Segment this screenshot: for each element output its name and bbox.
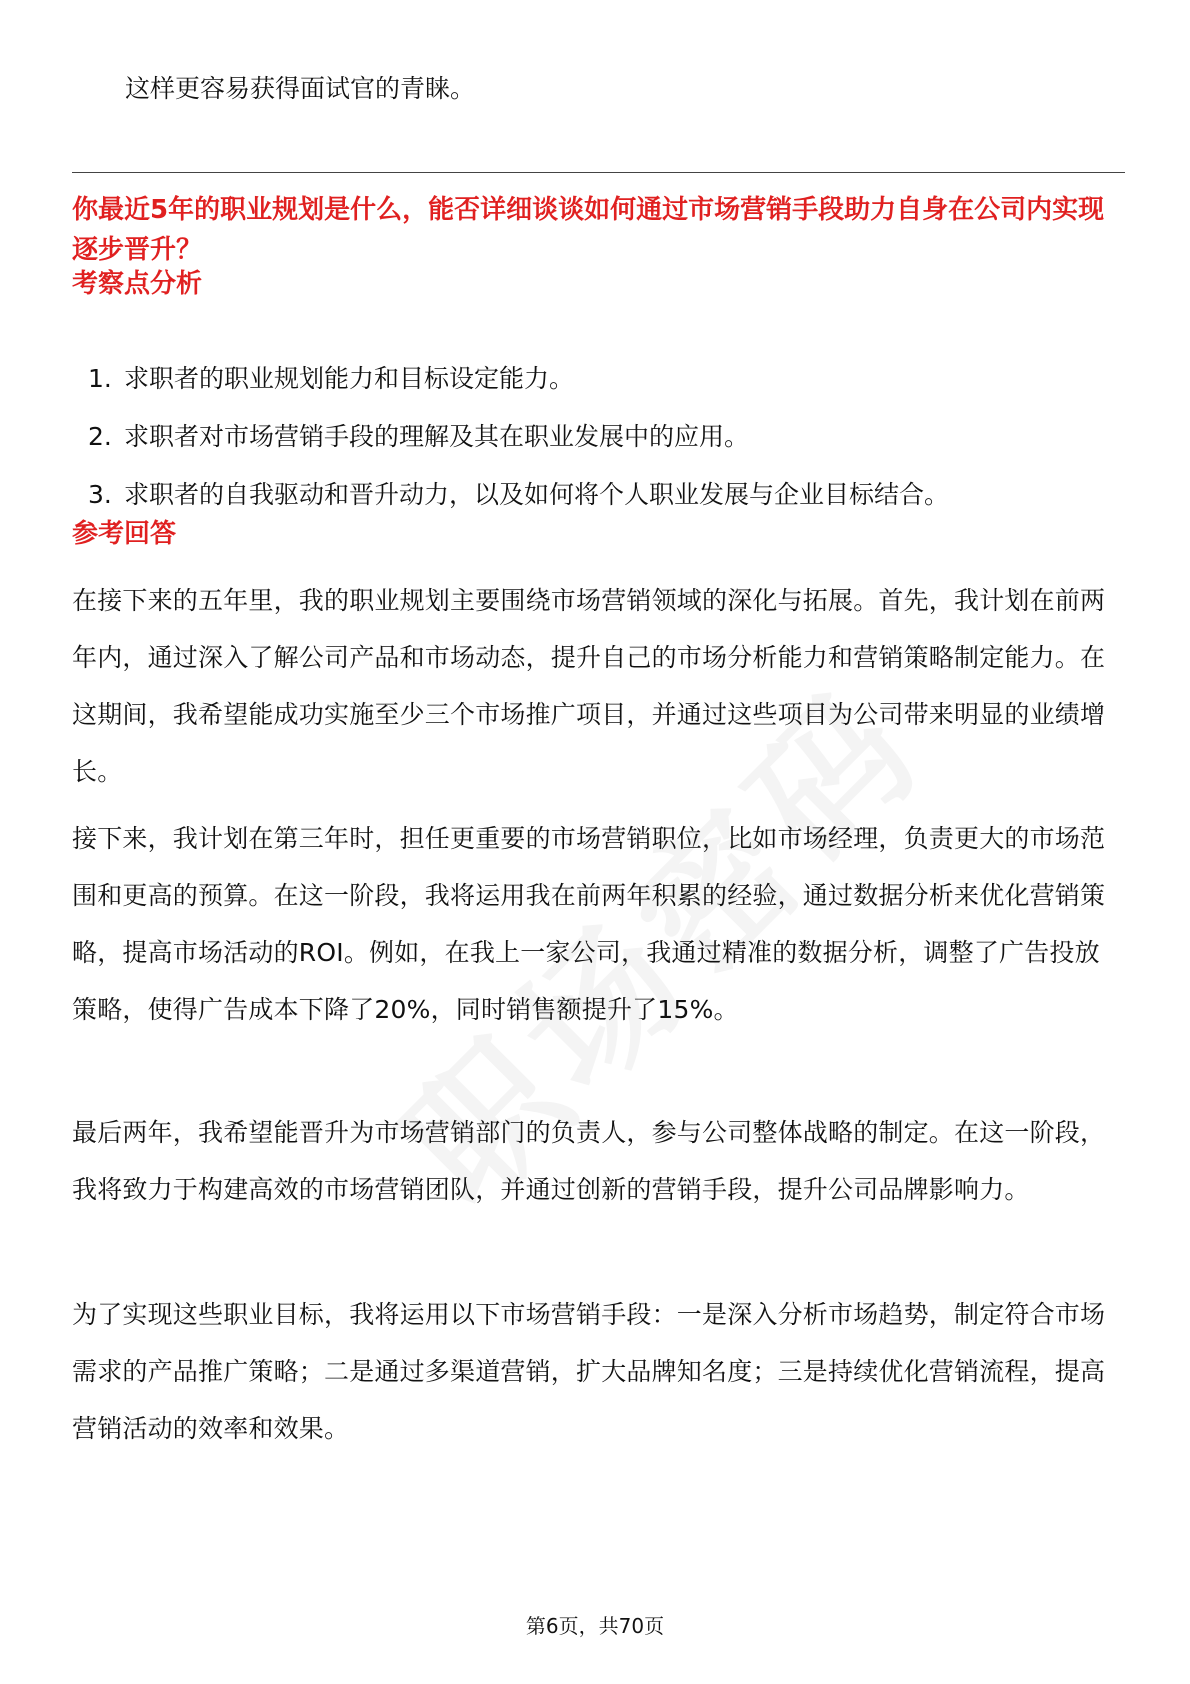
list-item — [72, 360, 1122, 418]
answer-paragraph: 在接下来的五年里，我的职业规划主要围绕市场营销领域的深化与拓展。首先，我计划在前两年内，通过深入了解公司产品和市场动态，提升自己的市场分析能力和营销策略制定能力。在这期间，我希望能成功实施至少三个市场推广项目，并通过这些项目为公司带来明显的业绩增长。 — [72, 586, 1106, 786]
question-heading: 你最近5年的职业规划是什么，能否详细谈谈如何通过市场营销手段助力自身在公司内实现逐步晋升？ — [72, 195, 1105, 265]
answer-paragraph: 最后两年，我希望能晋升为市场营销部门的负责人，参与公司整体战略的制定。在这一阶段，我将致力于构建高效的市场营销团队，并通过创新的营销手段，提升公司品牌影响力。 — [72, 1118, 1106, 1204]
page-number: 第6页，共70页 — [525, 1614, 665, 1638]
list-item-number: 3. — [88, 480, 112, 509]
answer-paragraph: 接下来，我计划在第三年时，担任更重要的市场营销职位，比如市场经理，负责更大的市场范围和更高的预算。在这一阶段，我将运用我在前两年积累的经验，通过数据分析来优化营销策略，提高市场活动的ROI。例如，在我上一家公司，我通过精准的数据分析，调整了广告投放策略，使得广告成本下降了20%，同时销售额提升了15%。 — [72, 824, 1106, 1024]
list-item-number: 1. — [88, 364, 112, 393]
list-item-number: 2. — [88, 422, 112, 451]
list-item-text: 求职者的自我驱动和晋升动力，以及如何将个人职业发展与企业目标结合。 — [124, 480, 950, 509]
list-item — [72, 476, 1122, 534]
section-divider — [72, 172, 1125, 173]
analysis-heading: 考察点分析 — [72, 269, 203, 299]
list-item-text: 求职者的职业规划能力和目标设定能力。 — [124, 364, 575, 393]
lead-line: 这样更容易获得面试官的青睐。 — [125, 74, 476, 103]
list-item — [72, 418, 1122, 476]
reference-answer-heading: 参考回答 — [72, 519, 177, 549]
list-item-text: 求职者对市场营销手段的理解及其在职业发展中的应用。 — [124, 422, 750, 451]
answer-paragraph: 为了实现这些职业目标，我将运用以下市场营销手段：一是深入分析市场趋势，制定符合市场需求的产品推广策略；二是通过多渠道营销，扩大品牌知名度；三是持续优化营销流程，提高营销活动的效率和效果。 — [72, 1300, 1106, 1443]
analysis-list — [72, 360, 1122, 534]
